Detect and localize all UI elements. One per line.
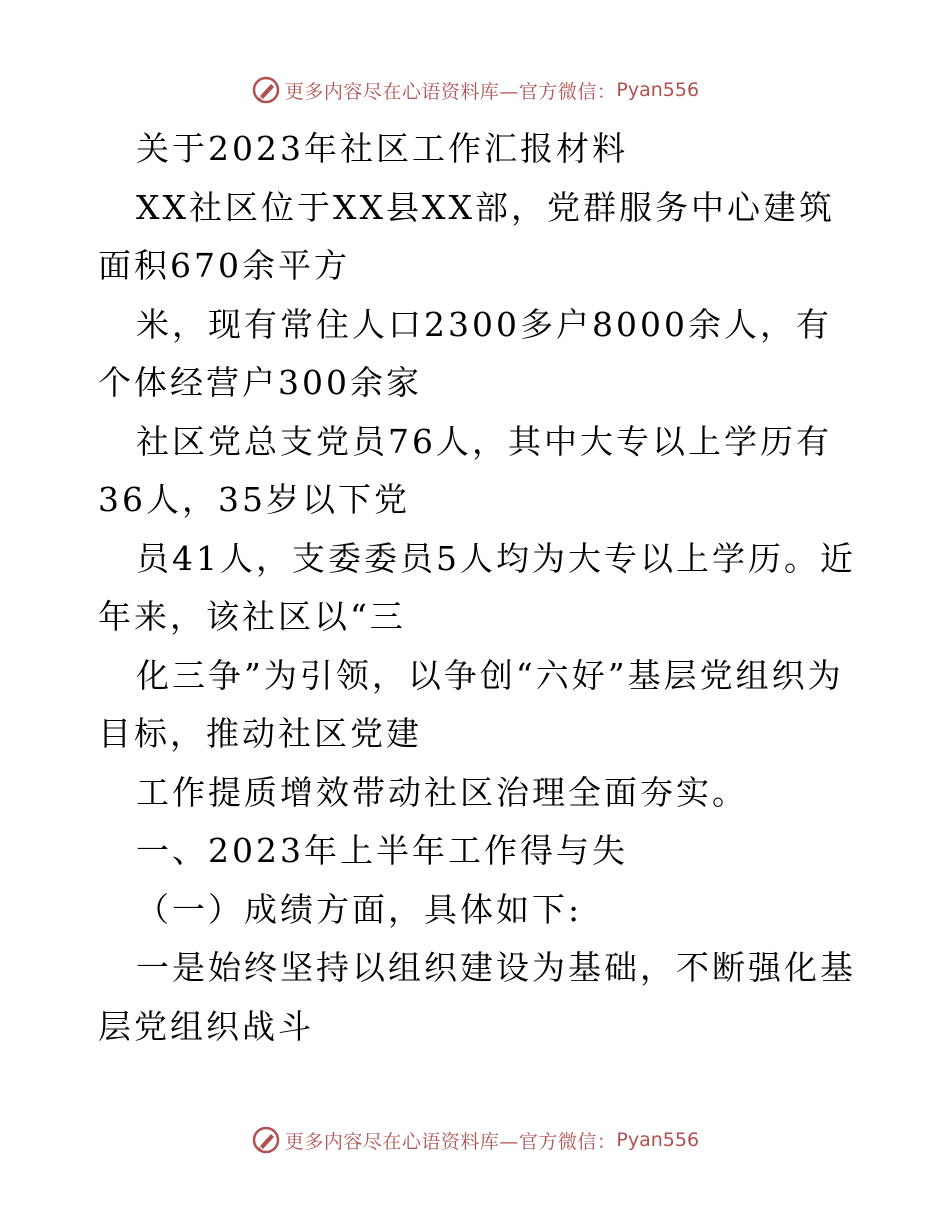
paragraph-line: 化三争”为引领，以争创“六好”基层党组织为目标，推动社区党建 <box>98 655 844 753</box>
subsection-heading: （一）成绩方面，具体如下: <box>136 889 583 929</box>
section-heading: 一、2023年上半年工作得与失 <box>136 831 628 870</box>
watermark-text: 更多内容尽在心语资料库—官方微信： <box>284 80 617 103</box>
paragraph-line: XX社区位于XX县XX部，党群服务中心建筑面积670余平方 <box>98 187 835 285</box>
watermark-id: Pyan556 <box>616 1129 700 1151</box>
watermark-id: Pyan556 <box>616 79 700 101</box>
watermark-text: 更多内容尽在心语资料库—官方微信： <box>284 1130 617 1153</box>
footer-watermark <box>0 1120 950 1160</box>
paragraph-line: 一是始终坚持以组织建设为基础，不断强化基层党组织战斗 <box>98 948 856 1046</box>
document-title: 关于2023年社区工作汇报材料 <box>136 129 628 168</box>
paragraph-line: 工作提质增效带动社区治理全面夯实。 <box>136 772 748 812</box>
pen-logo-icon <box>251 1125 281 1155</box>
pen-logo-icon <box>251 75 281 105</box>
header-watermark <box>0 70 950 110</box>
paragraph-line: 社区党总支党员76人，其中大专以上学历有36人，35岁以下党 <box>98 421 832 519</box>
document-body <box>98 120 858 1056</box>
paragraph-line: 米，现有常住人口2300多户8000余人，有个体经营户300余家 <box>98 304 832 402</box>
paragraph-line: 员41人，支委委员5人均为大专以上学历。近年来，该社区以“三 <box>98 538 856 636</box>
